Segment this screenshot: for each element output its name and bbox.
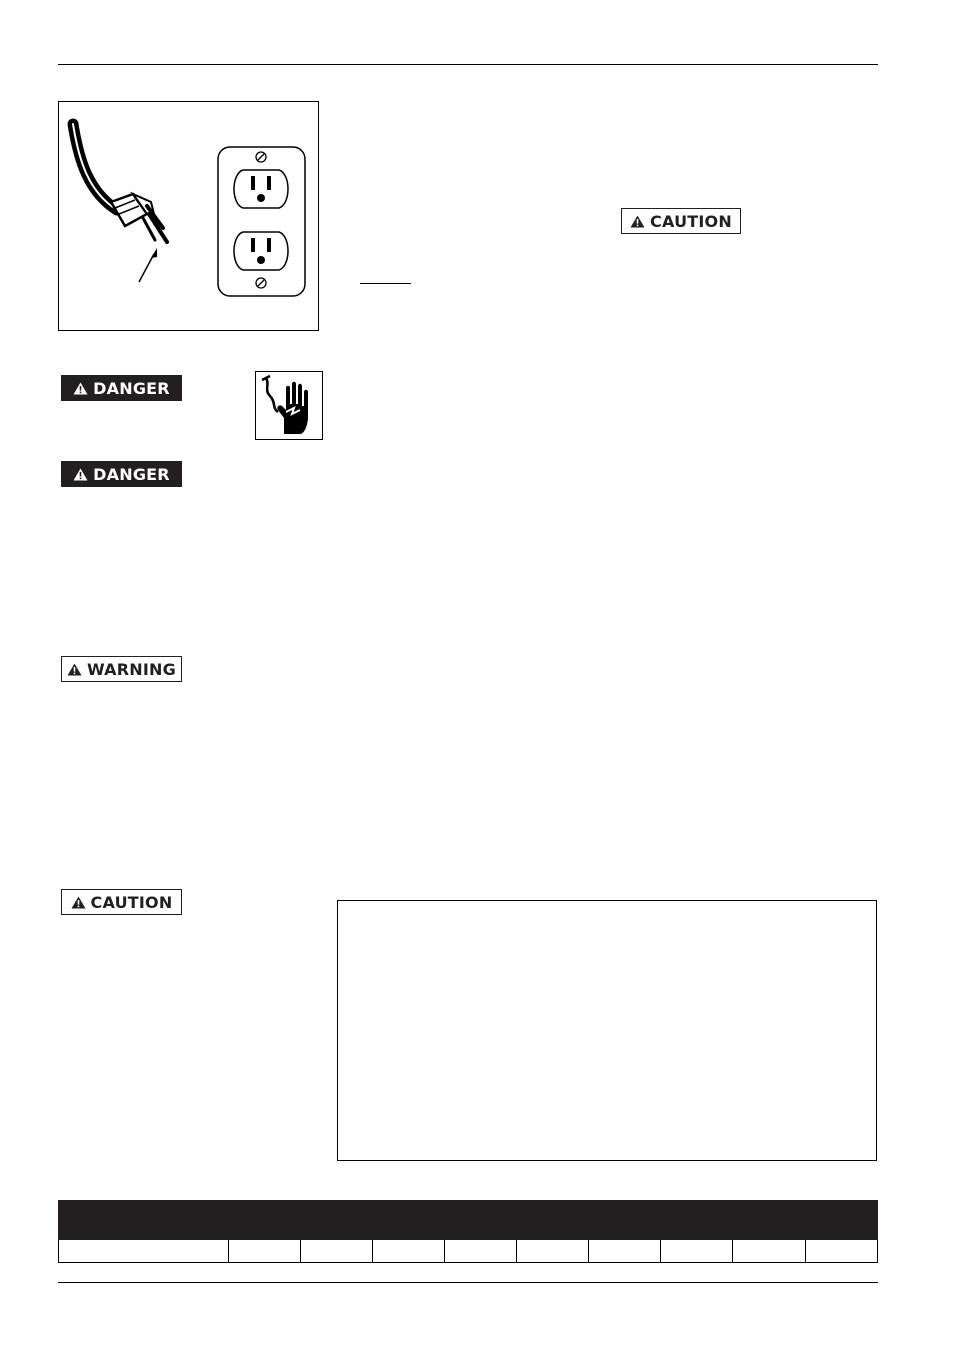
shock-hazard-symbol: [255, 371, 323, 440]
danger-label: DANGER: [93, 378, 170, 398]
warning-label: WARNING: [87, 659, 176, 679]
table-cell: [589, 1240, 661, 1262]
caution-badge-left: [61, 889, 182, 915]
footer-rule: [58, 1282, 878, 1283]
alert-triangle-icon: [630, 215, 645, 228]
header-rule: [58, 64, 878, 65]
table-cell: [517, 1240, 589, 1262]
note-underline: [360, 283, 411, 284]
table-cell: [806, 1240, 877, 1262]
table-cell: [733, 1240, 806, 1262]
alert-triangle-icon: [73, 468, 88, 481]
alert-triangle-icon: [73, 382, 88, 395]
danger-badge-1: [61, 375, 182, 401]
warning-badge: [61, 656, 182, 682]
table-cell: [373, 1240, 445, 1262]
table-header: [58, 1200, 878, 1240]
alert-triangle-icon: [71, 896, 86, 909]
table-cell: [301, 1240, 373, 1262]
table-cell: [229, 1240, 301, 1262]
duplex-outlet-icon: [217, 146, 307, 298]
grounding-figure: [58, 101, 319, 331]
alert-triangle-icon: [67, 663, 82, 676]
table-cell: [661, 1240, 733, 1262]
table-row: [58, 1240, 878, 1263]
danger-label: DANGER: [93, 464, 170, 484]
caution-label: CAUTION: [650, 211, 732, 231]
caution-label: CAUTION: [90, 892, 173, 912]
info-box: [337, 900, 877, 1161]
danger-badge-2: [61, 461, 182, 487]
table-cell: [59, 1240, 229, 1262]
electric-shock-hand-icon: [256, 372, 322, 439]
caution-badge-inline: [621, 208, 741, 234]
table-cell: [445, 1240, 517, 1262]
